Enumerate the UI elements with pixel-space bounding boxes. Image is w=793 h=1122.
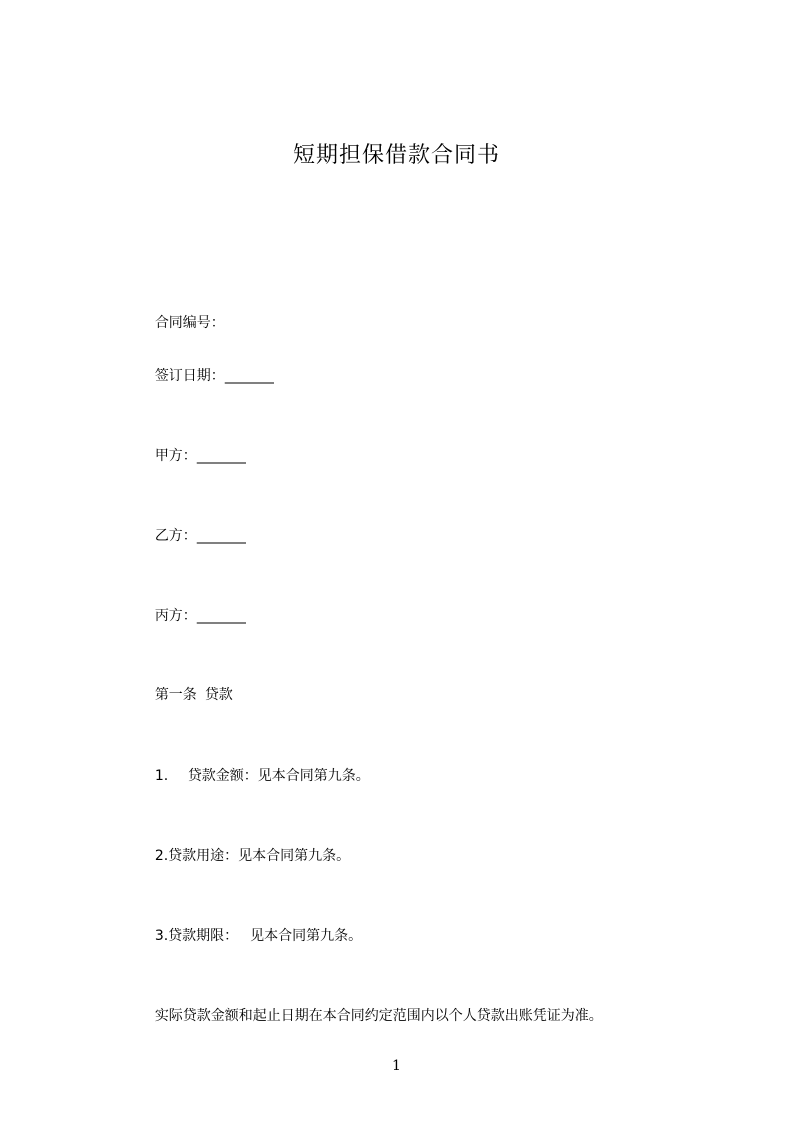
item-1-text: 贷款金额：见本合同第九条。 (187, 768, 370, 784)
article-1-heading (137, 662, 233, 728)
party-a-blank: _______ (196, 448, 246, 464)
sign-date-line (137, 343, 274, 409)
party-c-blank: _______ (196, 608, 246, 624)
party-a-label: 甲方： (154, 448, 197, 464)
party-b-label: 乙方： (154, 528, 197, 544)
item-3-label: 3.贷款期限： (154, 928, 239, 944)
item-1-number: 1. (154, 768, 169, 784)
party-c-label: 丙方： (154, 608, 197, 624)
item-3-text: 见本合同第九条。 (250, 928, 363, 944)
party-c-line (137, 583, 246, 649)
page-title: 短期担保借款合同书 (292, 143, 500, 168)
item-1-line (137, 743, 370, 809)
party-b-line (137, 503, 246, 569)
item-3-line (137, 903, 362, 969)
note-text: 实际贷款金额和起止日期在本合同约定范围内以个人贷款出账凭证为准。 (154, 1008, 603, 1024)
party-b-blank: _______ (196, 528, 246, 544)
article-1-title: 贷款 (204, 687, 233, 703)
note-paragraph (137, 983, 603, 1049)
page-number: 1 (392, 1058, 401, 1074)
sign-date-label: 签订日期： (154, 368, 225, 384)
item-2-line (137, 823, 350, 889)
party-a-line (137, 423, 246, 489)
sign-date-blank: _______ (224, 368, 274, 384)
article-1-number: 第一条 (154, 687, 197, 703)
contract-number-label: 合同编号： (154, 315, 225, 331)
item-2-text: 2.贷款用途：见本合同第九条。 (154, 848, 351, 864)
